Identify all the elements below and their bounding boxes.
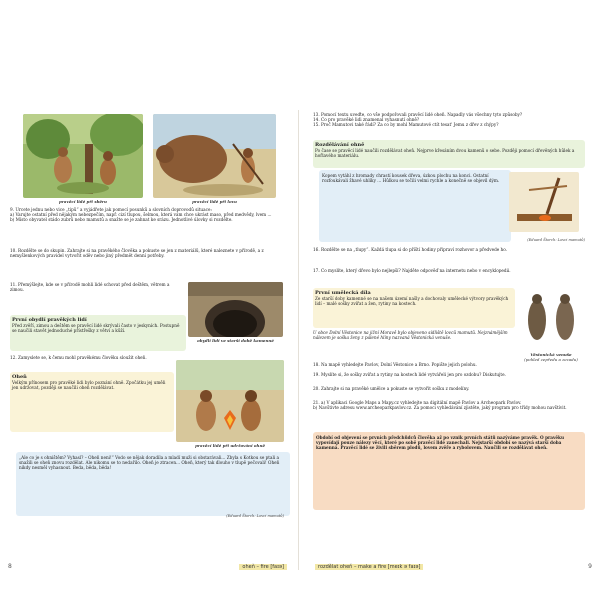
question-21a: 21. a) V aplikaci Google Maps a Mapy.cz vyhledejte na digitální mapě Pavlov a Archeopark Pavlov.	[313, 400, 522, 405]
box-making-fire-text: Po čase se pravěcí lidé naučili rozdělávat oheň. Nejprve křesáním dvou kamenů o sebe. Později pomocí dřevěných hůlek a hořlavého materiálu.	[315, 148, 575, 158]
question-9-text: 9. Urcete jednu nebo vice „tipů“ a vyjádřete jak pomocí posunků a slovních doprovodů situace:	[10, 207, 212, 212]
questions-13-15	[313, 112, 585, 127]
art-extra-text: U obce Dolní Věstonice na jižní Moravě bylo objeveno sídliště lovců mamutů. Nejznámějším nálezem je soška ženy z pálené hlíny nazvaná Věstonická venuše.	[313, 330, 508, 340]
caption-venus-note: (pohled zepředu a zezadu)	[524, 357, 578, 362]
box-fire-title: Oheň	[12, 374, 27, 380]
page-number-right: 9	[588, 563, 592, 570]
box-first-art-text: Ze starší doby kamenné se na našem území našly a dochovaly umělecké výtvory pravěkých lidí – malé sošky zvířat a žen, rytiny na kostech.	[315, 296, 509, 306]
footer-vocab-right-label	[315, 564, 423, 570]
story2-box	[319, 170, 511, 242]
venus-figurine-illustration	[519, 290, 583, 350]
footer-pron-right: [meɪk ə faɪə]	[387, 564, 421, 570]
box-making-fire-title: Rozdělávání ohně	[315, 142, 365, 148]
page-number-left: 8	[8, 563, 12, 570]
footer-vocab-right	[315, 564, 423, 570]
question-15: 15. Proč Mamutovi také řádí? Za co by mohl Mamutové ctít tesat' Jemu z dřev z chýpy?	[313, 122, 499, 127]
question-18: 18. Na mapě vyhledejte Pavlov, Dolní Věstonice a Brno. Popište jejich polohu.	[313, 362, 477, 367]
question-11: 11. Přemýšlejte, kde se v přírodě mohli lidé schovat před deštěm, větrem a zimou.	[10, 282, 170, 292]
question-14: 14. Co pro pravěké lidi znamenal vyhasnutí ohně?	[313, 117, 420, 122]
footer-word-right: rozdělat oheň – make a fire	[318, 564, 387, 570]
box-first-art-title: První umělecká díla	[315, 290, 371, 296]
question-12: 12. Zamyslete se, k čemu mohl pravěkému člověku sloužit oheň.	[10, 355, 147, 360]
question-21	[313, 400, 585, 410]
story-box	[16, 452, 290, 516]
box-first-art	[313, 288, 515, 328]
question-17: 17. Co myslíte, který dřevo bylo nejlepší? Najděte odpověď na internetu nebo v encyklopedii.	[313, 268, 511, 273]
caption-hunting: pravěcí lidé při lovu	[192, 199, 237, 204]
cave-dwelling-illustration	[188, 282, 283, 337]
gutter	[298, 110, 299, 570]
question-10: 10. Rozdělte se do skupin. Zahrajte si na pravěkého člověka a pokuste se jen z materiálů, které naleznete v přírodě, a z nemyšlenkových pravidel vytvořit oděv nebo jiný předmět denní potřeby.	[10, 248, 264, 258]
story2-text: Kopem vytáhl z hromady chrastí kousek dřeva, úzkou plochu na konci. Ostatní rozfoukávali žhavé uhlíky ... Hůlkou se točili velmi rychle a konečně se objevil dým.	[322, 173, 500, 183]
right-page	[309, 110, 592, 570]
box-first-dwellings-text: Před zvěří, zimou a deštěm se pravěcí lidé skrývali často v jeskyních. Postupně se naučili stavět jednoduché přístřešky z větví a kůží.	[12, 323, 180, 333]
left-page	[8, 110, 291, 570]
footer-vocab-left-label	[239, 564, 287, 570]
summary-box	[313, 432, 585, 510]
summary-text: Období od objevení se prvních předchůdců člověka až po vznik prvních států nazýváme pravěk. O pravěku vypovídají pouze nálezy věcí, které po sobě pravěcí lidé zanechali. Nejstarší období se nazývá starší doba kamenná. Pravěcí lidé se živili sběrem plodů, lovem zvěře a rybolovem. Naučili se rozdělávat oheň.	[316, 435, 564, 450]
box-fire-text: Velkým přínosem pro pravěké lidi bylo poznání ohně. Zpočátku jej uměli jen udržovat, později se naučili oheň rozdělávat.	[12, 380, 166, 390]
caption-gathering: pravěcí lidé při sběru	[59, 199, 107, 204]
question-13: 13. Pomocí textu uveďte, co vše podpořovali pravěcí lidé oheň. Napadly vás všechny tyto způsoby?	[313, 112, 523, 117]
story-text: „Ale co je s ohništěm? Vyhasl? – Oheň neni!“ Vodo se nějak doradila a mladí muži si obstarávali... Zbyla s Kotkou se ptali a snažili se oheň znovu rozdělat. Ale nikomu se to nedařilo. Oheň je ztracen... Oheň, který tak dlouho v tlupě pečovali! Oheň nikdy nesměl vyhasnout. Beda, běda, běda!	[19, 455, 280, 470]
question-16: 16. Rozdělte se na „tlupy“. Každá tlupa si do příští hodiny připraví rozhovor a předvede ho.	[313, 247, 508, 252]
box-making-fire	[313, 140, 585, 168]
box-fire	[10, 372, 174, 432]
caption-dwelling: obydlí lidí ve starší době kamenné	[197, 338, 274, 343]
footer-pron-left: [faɪə]	[270, 564, 284, 570]
question-9	[10, 207, 280, 222]
box-first-dwellings	[10, 315, 186, 351]
question-9a-text: a) Varujte ostatní před nějakým nebezpečím, např. cizí tlupou, šelmou, která vám chce ukrást maso, před medvědy, lvem ...	[10, 212, 272, 217]
caption-fire: pravěcí lidé při udržování ohně	[195, 443, 265, 448]
hunting-illustration	[153, 114, 276, 198]
fire-drill-illustration	[509, 172, 579, 232]
fire-keeping-illustration	[176, 360, 284, 442]
story2-author: (Eduard Štorch: Lovci mamutů)	[527, 238, 585, 242]
gathering-illustration	[23, 114, 143, 198]
story-author: (Eduard Štorch: Lovci mamutů)	[226, 514, 284, 518]
footer-vocab-left	[239, 564, 287, 570]
question-21b: b) Navštivte adresu www.archeoparkpavlov.cz. Za pomoci vyhledávání zjistěte, jaký program pro třídy mohou navštívit.	[313, 405, 567, 410]
box-first-dwellings-title: První obydlí pravěkých lidí	[12, 317, 87, 323]
question-20: 20. Zahrajte si na pravěké umělce a pokuste se vytvořit sošku z modelíny.	[313, 386, 470, 391]
caption-venus: Věstonická venuše	[530, 352, 572, 357]
question-19: 19. Myslíte si, že sošky zvířat a rytiny na kostech lidé vytvářeli jen pro ozdobu? Diskutujte.	[313, 372, 506, 377]
question-9b-text: b) Místo obyvatel stádo zubrů nebo mamutů a snažte se je zahnat ke srázu. Jednotlivé úlovky si rozdělte.	[10, 217, 233, 222]
footer-word-left: oheň – fire	[242, 564, 269, 570]
